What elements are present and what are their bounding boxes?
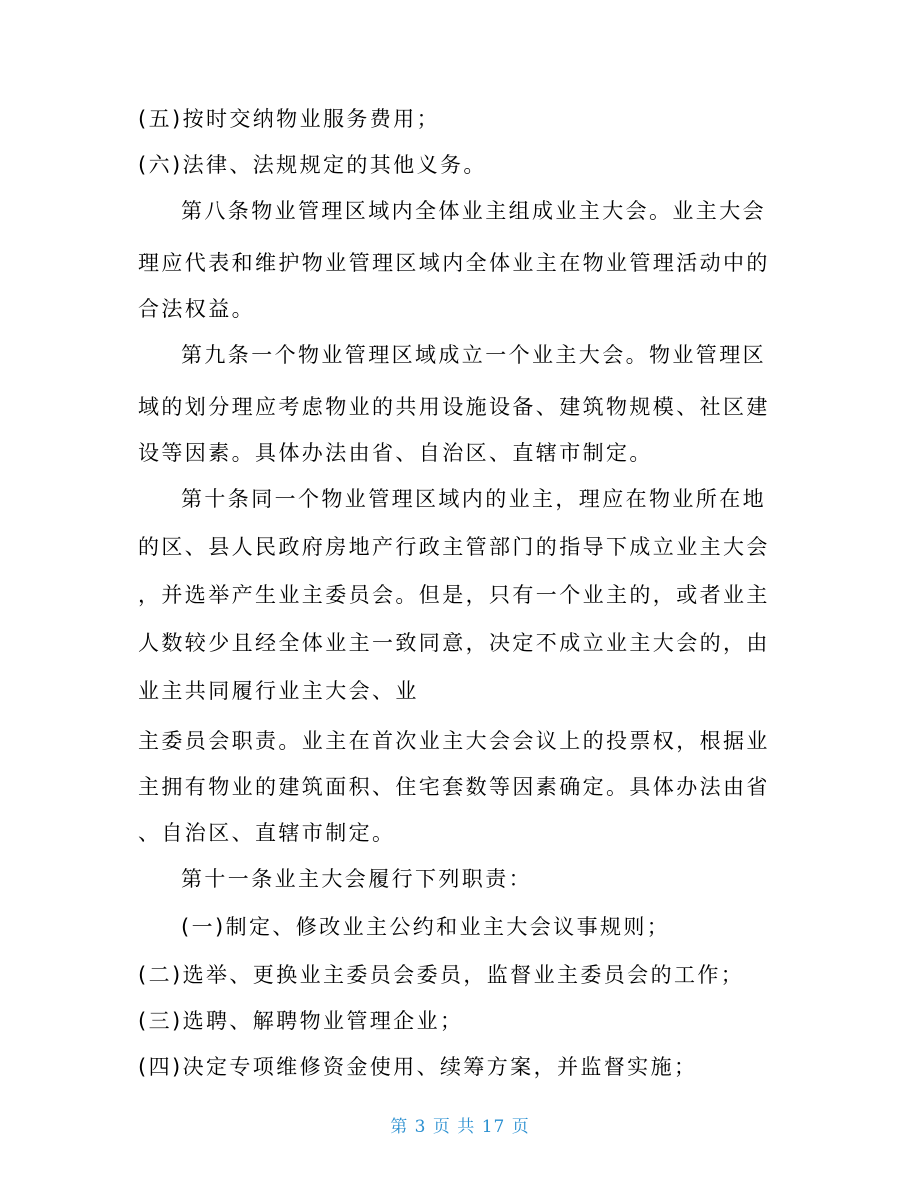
paragraph-line: 人数较少且经全体业主一致同意，决定不成立业主大会的，由 xyxy=(138,631,770,655)
paragraph-line: (六)法律、法规规定的其他义务。 xyxy=(138,153,487,177)
paragraph-line: 第十条同一个物业管理区域内的业主，理应在物业所在地 xyxy=(181,487,766,511)
paragraph-line: (四)决定专项维修资金使用、续筹方案，并监督实施； xyxy=(138,1055,698,1079)
paragraph-line: 主委员会职责。业主在首次业主大会会议上的投票权，根据业 xyxy=(138,729,770,753)
paragraph-line: 主拥有物业的建筑面积、住宅套数等因素确定。具体办法由省 xyxy=(138,775,770,799)
paragraph-line: (五)按时交纳物业服务费用； xyxy=(138,107,440,131)
paragraph-line: 的区、县人民政府房地产行政主管部门的指导下成立业主大会 xyxy=(138,535,770,559)
paragraph-line: 合法权益。 xyxy=(138,297,255,321)
paragraph-line: 设等因素。具体办法由省、自治区、直辖市制定。 xyxy=(138,441,653,465)
paragraph-line: 业主共同履行业主大会、业 xyxy=(138,679,419,703)
paragraph-line: (二)选举、更换业主委员会委员，监督业主委员会的工作； xyxy=(138,963,745,987)
paragraph-line: 第九条一个物业管理区域成立一个业主大会。物业管理区 xyxy=(181,343,766,367)
paragraph-line: 第八条物业管理区域内全体业主组成业主大会。业主大会 xyxy=(181,199,766,223)
page-number: 第 3 页 共 17 页 xyxy=(390,1117,530,1137)
paragraph-line: 域的划分理应考虑物业的共用设施设备、建筑物规模、社区建 xyxy=(138,395,770,419)
paragraph-line: (三)选聘、解聘物业管理企业； xyxy=(138,1009,464,1033)
paragraph-line: 、自治区、直辖市制定。 xyxy=(138,821,396,845)
paragraph-line: (一)制定、修改业主公约和业主大会议事规则； xyxy=(181,915,671,939)
paragraph-line: ，并选举产生业主委员会。但是，只有一个业主的，或者业主 xyxy=(138,583,770,607)
paragraph-line: 理应代表和维护物业管理区域内全体业主在物业管理活动中的 xyxy=(138,251,770,275)
paragraph-line: 第十一条业主大会履行下列职责： xyxy=(181,867,532,891)
